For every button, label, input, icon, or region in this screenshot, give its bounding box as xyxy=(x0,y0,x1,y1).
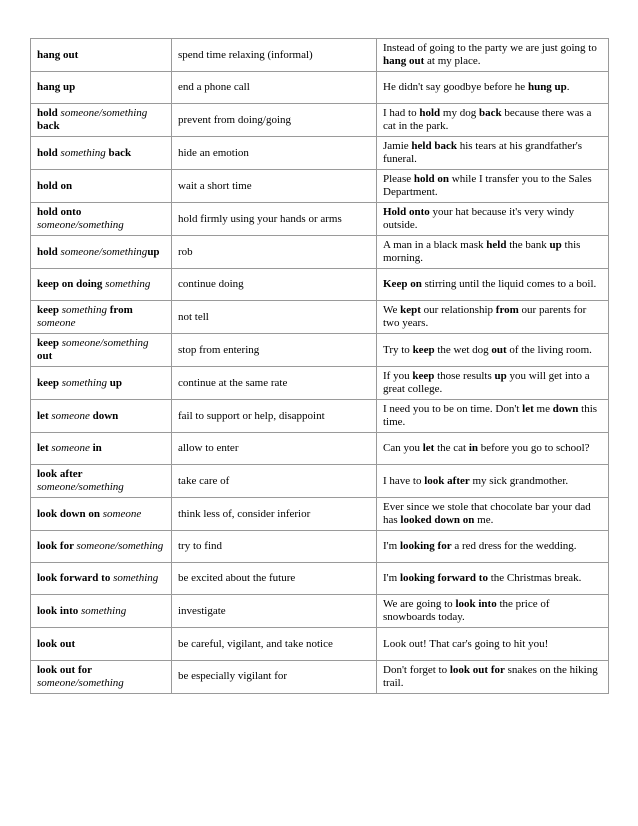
plain-text: our relationship xyxy=(420,304,496,317)
table-row xyxy=(31,203,609,236)
bold-text: look into xyxy=(37,604,82,617)
meaning-cell: investigate xyxy=(172,595,377,628)
plain-text: this time. xyxy=(383,403,598,429)
plain-text: I have to xyxy=(383,474,425,487)
meaning-cell: wait a short time xyxy=(172,170,377,203)
phrasal-verb-cell xyxy=(31,301,172,334)
italic-text: something xyxy=(81,604,127,617)
meaning-cell: continue doing xyxy=(172,269,377,301)
example-cell xyxy=(377,236,609,269)
bold-text: Hold onto xyxy=(383,206,430,219)
meaning-cell: be excited about the future xyxy=(172,563,377,595)
bold-text: let xyxy=(422,442,435,455)
phrasal-verbs-table xyxy=(30,38,609,694)
bold-text: hold xyxy=(419,107,441,120)
bold-text: looking for xyxy=(399,540,452,553)
plain-text: my sick grandmother. xyxy=(469,474,569,487)
table-row xyxy=(31,628,609,660)
bold-text: down xyxy=(89,409,119,422)
bold-text: look down on xyxy=(37,507,103,520)
plain-text: those results xyxy=(434,370,495,383)
phrasal-verb-cell xyxy=(31,39,172,72)
bold-text: up xyxy=(106,376,122,389)
phrasal-verb-cell xyxy=(31,498,172,531)
phrasal-verb-cell xyxy=(31,137,172,170)
plain-text: We xyxy=(383,304,401,317)
table-row xyxy=(31,660,609,693)
example-cell xyxy=(377,595,609,628)
plain-text: before you go to school? xyxy=(478,442,590,455)
italic-text: someone/something xyxy=(37,219,124,232)
bold-text: hold on xyxy=(413,173,450,186)
bold-text: look into xyxy=(455,598,497,611)
plain-text: because there was a cat in the park. xyxy=(383,107,592,133)
example-cell xyxy=(377,628,609,660)
bold-text: look forward to xyxy=(37,572,114,585)
plain-text: Can you xyxy=(383,442,423,455)
plain-text: me xyxy=(533,403,553,416)
phrasal-verb-cell xyxy=(31,531,172,563)
plain-text: I'm xyxy=(383,572,400,585)
italic-text: someone xyxy=(51,442,90,455)
example-cell xyxy=(377,104,609,137)
italic-text: someone xyxy=(37,317,76,330)
plain-text: If you xyxy=(383,370,413,383)
phrasal-verb-cell xyxy=(31,433,172,465)
table-row xyxy=(31,595,609,628)
table-row xyxy=(31,433,609,465)
meaning-cell: think less of, consider inferior xyxy=(172,498,377,531)
plain-text: Look out! That car's going to hit you! xyxy=(383,637,549,650)
bold-text: keep xyxy=(412,370,435,383)
meaning-cell: not tell xyxy=(172,301,377,334)
table-row xyxy=(31,400,609,433)
bold-text: up xyxy=(147,245,160,258)
bold-text: hold xyxy=(37,245,61,258)
italic-text: something xyxy=(113,572,159,585)
plain-text: I need you to be on time. Don't xyxy=(383,403,523,416)
meaning-cell: spend time relaxing (informal) xyxy=(172,39,377,72)
bold-text: up xyxy=(549,239,562,252)
plain-text: He didn't say goodbye before he xyxy=(383,81,528,94)
bold-text: hang up xyxy=(37,81,76,94)
italic-text: someone/something xyxy=(37,481,124,494)
phrasal-verb-cell xyxy=(31,334,172,367)
bold-text: in xyxy=(89,442,102,455)
table-row xyxy=(31,465,609,498)
example-cell xyxy=(377,137,609,170)
bold-text: down xyxy=(552,403,579,416)
table-row xyxy=(31,236,609,269)
bold-text: out xyxy=(491,343,507,356)
meaning-cell: be especially vigilant for xyxy=(172,660,377,693)
meaning-cell: prevent from doing/going xyxy=(172,104,377,137)
plain-text: the Christmas break. xyxy=(487,572,582,585)
plain-text: at my place. xyxy=(424,55,481,67)
bold-text: back xyxy=(37,120,60,133)
plain-text: Don't forget to xyxy=(383,663,450,676)
bold-text: hold xyxy=(37,146,61,159)
phrasal-verb-cell xyxy=(31,400,172,433)
phrasal-verb-cell xyxy=(31,563,172,595)
italic-text: someone xyxy=(51,409,90,422)
table-row xyxy=(31,137,609,170)
bold-text: from xyxy=(495,304,519,317)
bold-text: look out xyxy=(37,637,76,650)
bold-text: look after xyxy=(424,474,470,487)
plain-text: the cat xyxy=(434,442,469,455)
meaning-cell: rob xyxy=(172,236,377,269)
example-cell xyxy=(377,465,609,498)
bold-text: keep on doing xyxy=(37,278,106,291)
plain-text: the bank xyxy=(506,239,550,252)
bold-text: hold onto xyxy=(37,206,82,219)
table-row xyxy=(31,367,609,400)
phrasal-verb-cell xyxy=(31,72,172,104)
phrasal-verb-cell xyxy=(31,595,172,628)
bold-text: let xyxy=(522,403,534,416)
plain-text: my dog xyxy=(440,107,479,120)
bold-text: back xyxy=(478,107,502,120)
phrasal-verb-cell xyxy=(31,628,172,660)
example-cell xyxy=(377,563,609,595)
plain-text: the price of snowboards today. xyxy=(383,598,550,624)
bold-text: from xyxy=(106,304,133,317)
plain-text: you will get into a great college. xyxy=(383,370,590,396)
example-cell xyxy=(377,660,609,693)
bold-text: keep xyxy=(412,343,435,356)
plain-text: We are going to xyxy=(383,598,456,611)
example-cell xyxy=(377,203,609,236)
plain-text: of the living room. xyxy=(506,343,592,356)
bold-text: kept xyxy=(400,304,421,317)
example-cell xyxy=(377,72,609,104)
meaning-cell: be careful, vigilant, and take notice xyxy=(172,628,377,660)
italic-text: someone/something xyxy=(60,245,148,258)
plain-text: while I transfer you to the Sales Department. xyxy=(383,173,592,199)
bold-text: Keep on xyxy=(383,278,422,291)
bold-text: looking forward to xyxy=(399,572,488,585)
example-cell xyxy=(377,531,609,563)
plain-text: Try to xyxy=(383,343,413,356)
example-cell xyxy=(377,367,609,400)
table-row xyxy=(31,104,609,137)
table-row xyxy=(31,531,609,563)
phrasal-verb-cell xyxy=(31,170,172,203)
bold-text: hold xyxy=(37,107,61,120)
example-cell xyxy=(377,498,609,531)
bold-text: in xyxy=(468,442,479,455)
italic-text: something xyxy=(60,146,106,159)
plain-text: Ever since we stole that chocolate bar your dad has xyxy=(383,501,591,527)
plain-text: his tears at his grandfather's funeral. xyxy=(383,140,583,166)
bold-text: let xyxy=(37,442,52,455)
example-cell xyxy=(377,170,609,203)
bold-text: held back xyxy=(411,140,457,153)
plain-text: I had to xyxy=(383,107,420,120)
plain-text: Instead of going to the party we are just going to xyxy=(383,42,597,54)
table-row xyxy=(31,334,609,367)
bold-text: keep xyxy=(37,337,62,350)
table-row xyxy=(31,563,609,595)
plain-text: me. xyxy=(474,514,494,527)
bold-text: out xyxy=(37,350,53,363)
example-cell xyxy=(377,433,609,465)
example-cell xyxy=(377,334,609,367)
phrasal-verb-cell xyxy=(31,269,172,301)
meaning-cell: take care of xyxy=(172,465,377,498)
bold-text: hang out xyxy=(37,48,79,61)
bold-text: hung up xyxy=(527,81,567,94)
meaning-cell: continue at the same rate xyxy=(172,367,377,400)
meaning-cell: try to find xyxy=(172,531,377,563)
phrasal-verb-cell xyxy=(31,104,172,137)
phrasal-verb-cell xyxy=(31,465,172,498)
example-cell xyxy=(377,39,609,72)
bold-text: back xyxy=(105,146,132,159)
plain-text: your hat because it's very windy outside. xyxy=(383,206,575,232)
italic-text: someone xyxy=(102,507,142,520)
bold-text: let xyxy=(37,409,52,422)
plain-text: the wet dog xyxy=(434,343,492,356)
plain-text: . xyxy=(566,81,570,94)
meaning-cell: hold firmly using your hands or arms xyxy=(172,203,377,236)
bold-text: up xyxy=(494,370,507,383)
italic-text: something xyxy=(61,376,107,389)
bold-text: look out for xyxy=(449,663,505,676)
plain-text: a red dress for the wedding. xyxy=(451,540,577,553)
table-row xyxy=(31,301,609,334)
table-row xyxy=(31,170,609,203)
plain-text: snakes on the hiking trail. xyxy=(383,663,598,689)
plain-text: stirring until the liquid comes to a boil. xyxy=(421,278,597,291)
table-row xyxy=(31,39,609,72)
italic-text: something xyxy=(105,278,151,291)
phrasal-verb-cell xyxy=(31,367,172,400)
bold-text: look out for xyxy=(37,663,92,676)
table-row xyxy=(31,498,609,531)
plain-text: Jamie xyxy=(383,140,412,153)
table-body xyxy=(31,39,609,694)
bold-text: hang out xyxy=(383,55,425,67)
italic-text: someone/something xyxy=(60,107,148,120)
meaning-cell: fail to support or help, disappoint xyxy=(172,400,377,433)
bold-text: hold on xyxy=(37,179,73,192)
meaning-cell: hide an emotion xyxy=(172,137,377,170)
italic-text: someone/something xyxy=(76,540,164,553)
bold-text: held xyxy=(486,239,507,252)
phrasal-verbs-page xyxy=(30,38,608,694)
example-cell xyxy=(377,400,609,433)
italic-text: someone/something xyxy=(61,337,149,350)
bold-text: look after xyxy=(37,468,83,481)
phrasal-verb-cell xyxy=(31,660,172,693)
plain-text: I'm xyxy=(383,540,400,553)
phrasal-verb-cell xyxy=(31,203,172,236)
meaning-cell: allow to enter xyxy=(172,433,377,465)
meaning-cell: end a phone call xyxy=(172,72,377,104)
phrasal-verb-cell xyxy=(31,236,172,269)
plain-text: Please xyxy=(383,173,414,186)
bold-text: looked down on xyxy=(400,514,475,527)
example-cell xyxy=(377,301,609,334)
bold-text: keep xyxy=(37,304,62,317)
plain-text: our parents for two years. xyxy=(383,304,587,330)
bold-text: keep xyxy=(37,376,62,389)
table-row xyxy=(31,72,609,104)
bold-text: look for xyxy=(37,540,77,553)
table-row xyxy=(31,269,609,301)
plain-text: this morning. xyxy=(383,239,581,265)
meaning-cell: stop from entering xyxy=(172,334,377,367)
example-cell xyxy=(377,269,609,301)
italic-text: someone/something xyxy=(37,676,124,689)
plain-text: A man in a black mask xyxy=(383,239,487,252)
italic-text: something xyxy=(61,304,107,317)
